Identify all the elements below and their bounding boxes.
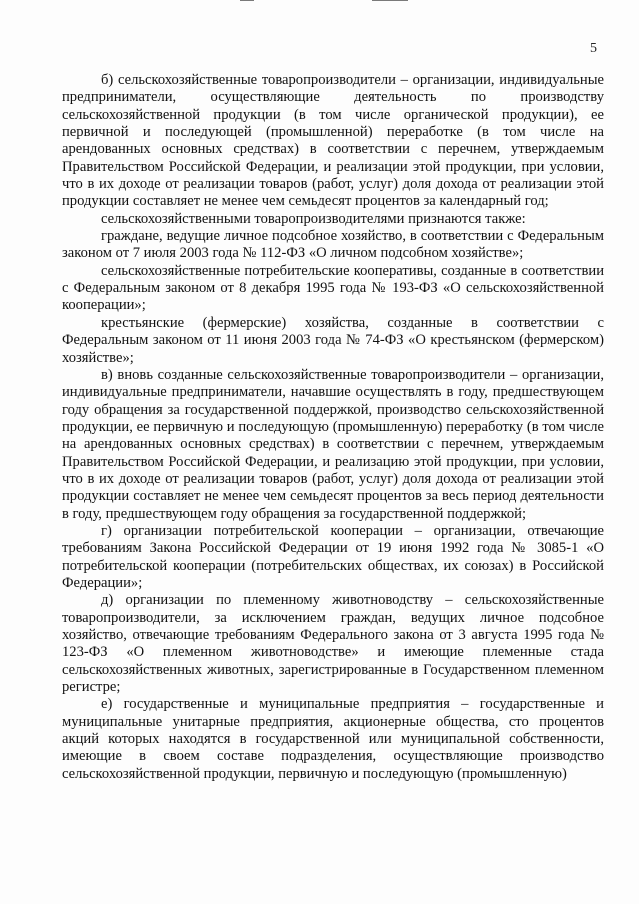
page-number: 5 bbox=[590, 41, 597, 56]
paragraph-v-newly-created-producers: в) вновь созданные сельскохозяйственные товаропроизводители – организации, индивидуальные предприниматели, начавшие осуществлять в году, предшествующем году обращения за государственной поддержкой, производство сельскохозяйственной продукции, ее первичную и последующую (промышленную) переработку (в том числе на арендованных основных средствах) в соответствии с перечнем, утверждаемым Правительством Российской Федерации, и реализацию этой продукции, при условии, что в их доходе от реализации товаров (работ, услуг) доля дохода от реализации этой продукции составляет не менее чем семьдесят процентов за весь период деятельности в году, предшествующем году обращения за государственной поддержкой; bbox=[62, 366, 604, 522]
paragraph-consumer-cooperatives: сельскохозяйственные потребительские кооперативы, созданные в соответствии с Федеральным законом от 8 декабря 1995 года № 193-ФЗ «О сельскохозяйственной кооперации»; bbox=[62, 262, 604, 314]
paragraph-peasant-farms: крестьянские (фермерские) хозяйства, созданные в соответствии с Федеральным законом от 11 июня 2003 года № 74-ФЗ «О крестьянском (фермерском) хозяйстве»; bbox=[62, 314, 604, 366]
document-body bbox=[62, 72, 604, 783]
paragraph-b-agricultural-producers: б) сельскохозяйственные товаропроизводители – организации, индивидуальные предприниматели, осуществляющие деятельность по производству сельскохозяйственной продукции (в том числе органической продукции), ее первичной и последующей (промышленной) переработке (в том числе на арендованных основных средствах) в соответствии с перечнем, утверждаемым Правительством Российской Федерации, и реализации этой продукции, при условии, что в их доходе от реализации товаров (работ, услуг) доля дохода от реализации этой продукции составляет не менее чем семьдесят процентов за календарный год; bbox=[62, 72, 604, 210]
paragraph-personal-subsidiary-farming: граждане, ведущие личное подсобное хозяйство, в соответствии с Федеральным законом от 7 июля 2003 года № 112-ФЗ «О личном подсобном хозяйстве»; bbox=[62, 228, 604, 262]
scan-artifact-mark bbox=[372, 0, 408, 1]
paragraph-d-breeding-livestock: д) организации по племенному животноводству – сельскохозяйственные товаропроизводители, за исключением граждан, ведущих личное подсобное хозяйство, отвечающие требованиям Федерального закона от 3 августа 1995 года № 123-ФЗ «О племенном животноводстве» и имеющие племенные стада сельскохозяйственных животных, зарегистрированные в Государственном племенном регистре; bbox=[62, 592, 604, 696]
paragraph-e-state-municipal-enterprises: е) государственные и муниципальные предприятия – государственные и муниципальные унитарные предприятия, акционерные общества, сто процентов акций которых находятся в государственной или муниципальной собственности, имеющие в своем составе подразделения, осуществляющие производство сельскохозяйственной продукции, первичную и последующую (промышленную) bbox=[62, 696, 604, 782]
paragraph-g-consumer-cooperation: г) организации потребительской кооперации – организации, отвечающие требованиям Закона Российской Федерации от 19 июня 1992 года № 3085-1 «О потребительской кооперации (потребительских обществах, их союзах) в Российской Федерации»; bbox=[62, 522, 604, 591]
scan-artifact-mark bbox=[240, 0, 254, 1]
paragraph-also-recognized: сельскохозяйственными товаропроизводителями признаются также: bbox=[101, 210, 526, 227]
